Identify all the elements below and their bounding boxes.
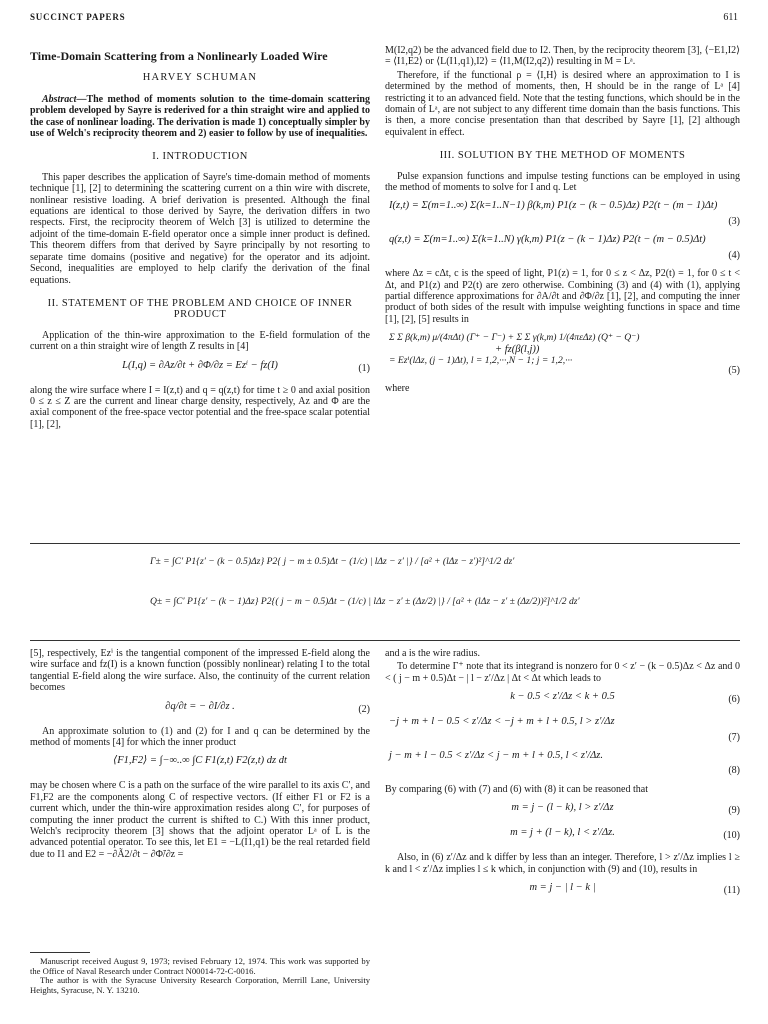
equation-5-number: (5) (728, 364, 740, 376)
equation-11-number: (11) (723, 885, 740, 897)
statement-paragraph-1: Application of the thin-wire approximation to the E-field formulation of the current on a thin straight wire of length Z results in [4] (30, 329, 370, 353)
equation-4 (385, 234, 740, 261)
moments-paragraph-2: where Δz = cΔt, c is the speed of light, P1(z) = 1, for 0 ≤ z < Δz, P2(t) = 1, for 0 ≤ t < Δt, and P1(z) and P2(t) are zero otherwise. Combining (3) and (4) with (1), applying partial difference approximations for ∂A/∂t and ∂Φ/∂z [1], [2], and computing the inner product of both sides of the result with impulse weighting functions in space and time [1], [2], [5] results in (385, 268, 740, 325)
equation-3 (385, 200, 740, 227)
journal-name: SUCCINCT PAPERS (30, 12, 126, 22)
equation-1-body: L(I,q) = ∂Az/∂t + ∂Φ/∂z = Ezⁱ − fz(I) (122, 359, 278, 371)
equation-7-body: −j + m + l − 0.5 < z′/Δz < −j + m + l + 0.5, l > z′/Δz (389, 716, 615, 728)
equation-4-body: q(z,t) = Σ(m=1..∞) Σ(k=1..N) γ(k,m) P1(z − (k − 1)Δz) P2(t − (m − 0.5)Δt) (389, 234, 706, 246)
equation-7 (385, 716, 740, 743)
right-column-bottom (385, 648, 740, 907)
equation-11-body: m = j − | l − k | (529, 882, 596, 894)
equation-8-body: j − m + l − 0.5 < z′/Δz < j − m + l + 0.5, l < z′/Δz. (389, 750, 603, 762)
equation-inner-product (30, 755, 370, 773)
equation-6 (385, 691, 740, 709)
right-column-top (385, 45, 740, 397)
footnote (30, 957, 370, 995)
section-heading-introduction: I. INTRODUCTION (152, 151, 248, 163)
integer-paragraph: Also, in (6) z′/Δz and k differ by less than an integer. Therefore, l > z′/Δz implies l ≥ k and l < z′/Δz implies l ≤ k which, in conjunction with (9) and (10), results in (385, 852, 740, 875)
equation-8-number: (8) (728, 765, 740, 777)
gamma-equation: Γ± = ∫C′ P1{z′ − (k − 0.5)Δz} P2{ j − m ± 0.5)Δt − (1/c) | lΔz − z′ |} / [a² + (lΔz − z′)²]^1/2 dz′ (150, 556, 515, 567)
equation-1 (30, 360, 370, 378)
radius-paragraph: and a is the wire radius. (385, 648, 480, 659)
equation-inner-product-body: ⟨F1,F2⟩ = ∫−∞..∞ ∫C F1(z,t) F2(z,t) dz dt (113, 755, 287, 767)
equation-5-line-1: Σ Σ β(k,m) μ/(4πΔt) (Γ⁺ − Γ⁻) + Σ Σ γ(k,m) 1/(4πεΔz) (Q⁺ − Q⁻) (389, 332, 640, 344)
equation-3-number: (3) (728, 215, 740, 227)
equation-8 (385, 750, 740, 777)
intro-paragraph: This paper describes the application of Sayre's time-domain method of moments technique [1], [2] to determining the scattering current on a thin wire with discrete, nonlinear resistive loading. A brief derivation is presented. Although the final equations are identical to those derived by Sayre, the derivation differs in two respects. First, the reciprocity theorem of Welch [3] is utilized to determine the adjoint of the time-domain E-field operator once a simple inner product is defined. This theorem differs from that derived by Sayre principally by not resorting to separate time domains (positive and negative) for the operator and its adjoint. Second, inequalities are employed to help clarify the derivation of the final equations. (30, 171, 370, 286)
statement-paragraph-2: along the wire surface where I = I(z,t) and q = q(z,t) for time t ≥ 0 and axial position 0 ≤ z ≤ Z are the current and linear charge density, respectively, Az and Φ are the axial component of the free-space vector potential and the free-space scalar potential [1], [2], (30, 384, 370, 430)
inner-product-paragraph: An approximate solution to (1) and (2) for I and q can be determined by the method of moments [4] for which the inner product (30, 725, 370, 749)
footnote-affiliation: The author is with the Syracuse University Research Corporation, Merrill Lane, University Heights, Syracuse, N. Y. 13210. (30, 975, 370, 995)
abstract-label: Abstract (42, 93, 77, 105)
equation-1-number: (1) (358, 362, 370, 374)
equation-5-line-3: = Ezⁱ(lΔz, (j − 1)Δt), l = 1,2,···,N − 1; j = 1,2,··· (389, 354, 573, 366)
equation-9 (385, 802, 740, 820)
abstract-text: —The method of moments solution to the time-domain scattering problem developed by Sayre is rederived for a thin straight wire and applied to the case of nonlinear loading. The derivation is made 1) conceptually simpler by use of Welch's reciprocity theorem and 2) easier to follow by use of inequalities. (30, 93, 370, 140)
equation-10 (385, 827, 740, 845)
footnote-divider (30, 952, 90, 953)
equation-4-number: (4) (728, 249, 740, 261)
left-column-bottom (30, 648, 370, 862)
adjoint-paragraph: may be chosen where C is a path on the surface of the wire parallel to its axis C′, and F1,F2 are the components along C of respective vectors. (If either F1 or F2 is a current which, under the thin-wire approximation resides along C′, for purposes of computing the inner product the current is shifted to C.) With this inner product, Welch's reciprocity theorem [3] shows that the adjoint operator Lᵃ of L is the advanced potential operator. To see this, let E1 = −L(I1,q1) be the real retarded field due to I1 and E2 = −∂Ã2/∂t − ∂Φ̃/∂z = (30, 780, 370, 860)
footnote-manuscript: Manuscript received August 9, 1973; revised February 12, 1974. This work was supported by the Office of Naval Research under Contract N00014-72-C-0016. (30, 956, 370, 976)
left-column-top (30, 45, 370, 432)
equation-7-number: (7) (728, 731, 740, 743)
equation-5 (385, 332, 740, 376)
divider-bottom (30, 640, 740, 641)
gamma-plus-paragraph: To determine Γ⁺ note that its integrand is nonzero for 0 < z′ − (k − 0.5)Δz < Δz and 0 < ( j − m + 0.5)Δt − | l − z′/Δz | Δt < Δt which leads to (385, 661, 740, 684)
equation-6-body: k − 0.5 < z′/Δz < k + 0.5 (510, 691, 615, 703)
equation-2 (30, 701, 370, 719)
where-label: where (385, 383, 410, 395)
moments-paragraph-1: Pulse expansion functions and impulse testing functions can be employed in using the method of moments to solve for I and q. Let (385, 170, 740, 194)
equation-11 (385, 882, 740, 900)
equation-9-body: m = j − (l − k), l > z′/Δz (511, 802, 614, 814)
q-equation: Q± = ∫C′ P1{z′ − (k − 1)Δz} P2{( j − m − 0.5)Δt − (1/c) | lΔz − z′ ± (Δz/2) |} / [a² + (lΔz − z′ ± (Δz/2))²]^1/2 dz′ (150, 596, 580, 607)
author-name: HARVEY SCHUMAN (142, 72, 258, 84)
equation-5-line-2: + fz(β(l,j)) (495, 343, 540, 355)
equation-2-number: (2) (358, 703, 370, 715)
equation-10-body: m = j + (l − k), l < z′/Δz. (510, 827, 615, 839)
equation-10-number: (10) (723, 830, 740, 842)
section-heading-moments: III. SOLUTION BY THE METHOD OF MOMENTS (439, 150, 686, 162)
equation-9-number: (9) (728, 805, 740, 817)
comparison-paragraph: By comparing (6) with (7) and (6) with (8) it can be reasoned that (385, 783, 648, 795)
page-number: 611 (723, 12, 738, 23)
abstract (30, 94, 370, 140)
reciprocity-paragraph: M(I2,q2) be the advanced field due to I2. Then, by the reciprocity theorem [3], ⟨−E1,I2⟩ = ⟨I1,E2⟩ or ⟨L(I1,q1),I2⟩ = ⟨I1,M(I2,q2)⟩ resulting in M = Lᵃ. (385, 45, 740, 68)
running-head (30, 12, 738, 28)
equation-2-body: ∂q/∂t = − ∂I/∂z . (165, 700, 235, 712)
equation-3-body: I(z,t) = Σ(m=1..∞) Σ(k=1..N−1) β(k,m) P1(z − (k − 0.5)Δz) P2(t − (m − 1)Δt) (389, 200, 718, 212)
divider-top (30, 543, 740, 544)
paper-title: Time-Domain Scattering from a Nonlinearly Loaded Wire (30, 49, 328, 63)
functional-paragraph: Therefore, if the functional ρ = ⟨I,H⟩ is desired where an approximation to I is determined by the method of moments, then, H should be in the range of Lᵃ [4] restricting it to an advanced field. Note that the testing functions, which should be in the domain of Lᵃ, are not subject to any different time domain than the basis functions. This is then, a more concise presentation than that described by Sayre [1], [2] although equivalent in effect. (385, 69, 740, 138)
section-heading-statement: II. STATEMENT OF THE PROBLEM AND CHOICE OF INNER PRODUCT (47, 297, 353, 321)
equation-6-number: (6) (728, 694, 740, 706)
continuity-paragraph: [5], respectively, Ezⁱ is the tangential component of the impressed E-field along the wire surface and fz(I) is a known function (possibly nonlinear) relating I to the total tangential E-field along the wire surface. Also, the continuity of the current relation becomes (30, 648, 370, 694)
